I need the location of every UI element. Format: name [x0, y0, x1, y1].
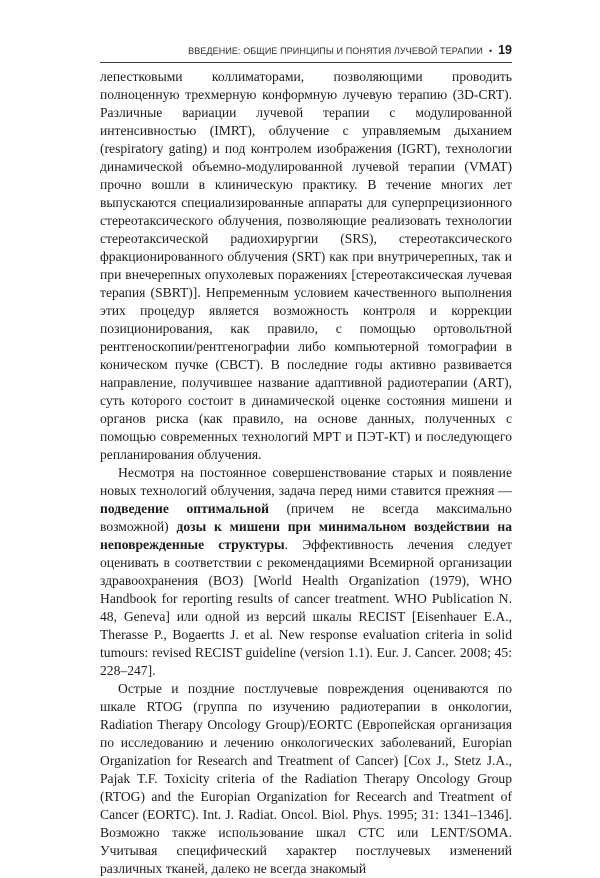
paragraph-3: Острые и поздние постлучевые повреждения оцениваются по шкале RTOG (группа по изучению радиотерапии в онкологии, Radiation Therapy Oncology Group)/EORTC (Европейская организация по исследованию и лечению онкологических заболеваний, Europian Organization for Research and Treatment of Cancer) [Cox J., Stetz J.A., Pajak T.F. Toxicity criteria of the Radiation Therapy Oncology Group (RTOG) and the Europian Organization for Recearch and Treatment of Cancer (EORTC). Int. J. Radiat. Oncol. Biol. Phys. 1995; 31: 1341–1346]. Возможно также использование шкал CTC или LENT/SOMA. Учитывая специфический характер постлучевых изменений различных тканей, далеко не всегда знакомый [100, 681, 512, 876]
page-number: 19 [498, 43, 512, 57]
body-text [100, 68, 512, 878]
paragraph-2-middle: (причем не всегда максимально возможной) [100, 501, 512, 534]
paragraph-2 [100, 464, 512, 680]
page-header [100, 43, 512, 57]
bullet-separator: • [488, 46, 493, 56]
emphasis-dose-to-target: дозы к мишени при минимальном воздействии на неповрежденные структуры [100, 519, 512, 552]
paragraph-2-end: . Эффективность лечения следует оценивать в соответствии с рекомендациями Всемирной организации здравоохранения (ВОЗ) [World Health Organization (1979), WHO Handbook for reporting results of cancer treatment. WHO Publication N. 48, Geneva] или одной из версий шкалы RECIST [Eisenhauer E.A., Therasse P., Bogaertts J. et al. New response evaluation criteria in solid tumours: revised RECIST guideline (version 1.1). Eur. J. Cancer. 2008; 45: 228–247]. [100, 537, 512, 678]
paragraph-2-start: Несмотря на постоянное совершенствование старых и появление новых технологий облучения, задача перед ними ставится прежняя — [100, 465, 512, 498]
emphasis-optimal-delivery: подведение оптимальной [100, 501, 269, 516]
header-rule [100, 62, 512, 63]
paragraph-1: лепестковыми коллиматорами, позволяющими проводить полноценную трехмерную конформную лучевую терапию (3D-CRT). Различные вариации лучевой терапии с модулированной интенсивностью (IMRT), облучение с управляемым дыханием (respiratory gating) и под контролем изображения (IGRT), технологии динамической объемно-модулированной лучевой терапии (VMAT) прочно вошли в клиническую практику. В течение многих лет выпускаются специализированные аппараты для суперпрецизионного стереотаксического облучения, позволяющие реализовать технологии стереотаксической радиохирургии (SRS), стереотаксического фракционированного облучения (SRT) как при внутричерепных, так и при внечерепных опухолевых поражениях [стереотаксическая лучевая терапия (SBRT)]. Непременным условием качественного выполнения этих процедур является возможность контроля и коррекции позиционирования, как правило, с помощью ортовольтной рентгеноскопии/рентгенографии либо компьютерной томографии в коническом пучке (CBCT). В последние годы активно развивается направление, получившее название адаптивной радиотерапии (ART), суть которого состоит в динамической оценке состояния мишени и органов риска (как правило, на основе данных, полученных с помощью современных технологий МРТ и ПЭТ-КТ) и последующего репланирования облучения. [100, 69, 512, 462]
running-head: ВВЕДЕНИЕ: ОБЩИЕ ПРИНЦИПЫ И ПОНЯТИЯ ЛУЧЕВОЙ ТЕРАПИИ [188, 46, 483, 56]
